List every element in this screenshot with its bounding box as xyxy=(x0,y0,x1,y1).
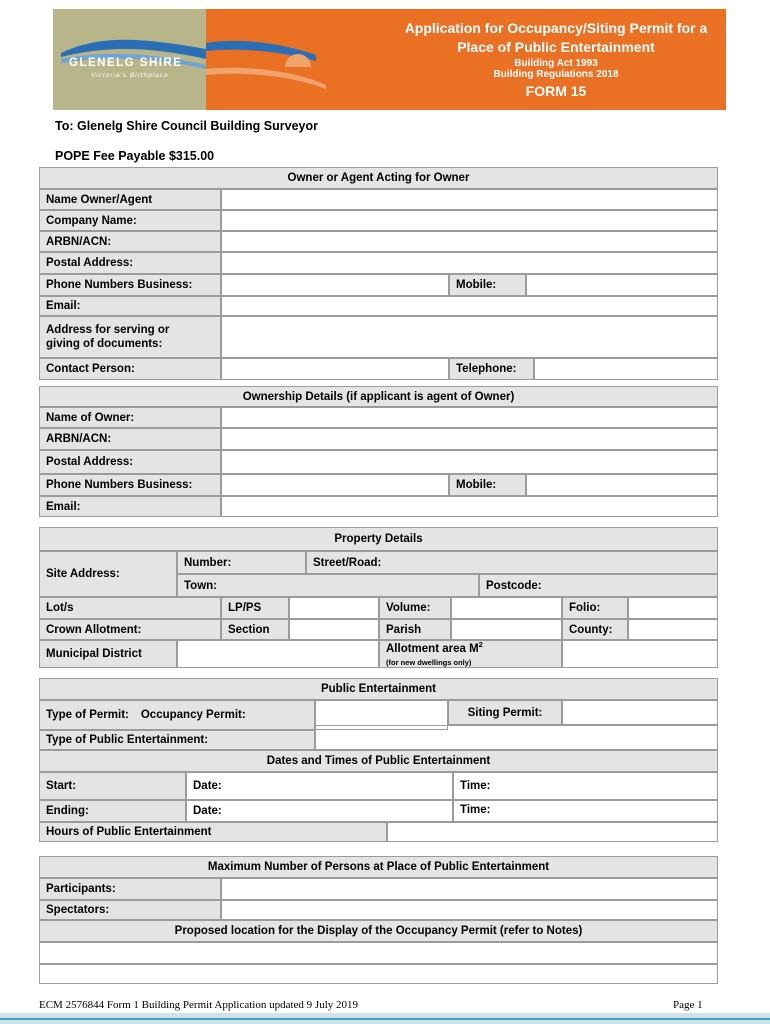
start-time-label: Time: xyxy=(460,780,491,792)
start-date-field[interactable] xyxy=(186,772,453,800)
street-number-field[interactable] xyxy=(177,551,306,574)
lot-label: Lot/s xyxy=(39,597,221,619)
email-label: Email: xyxy=(39,296,221,316)
logo-name: GLENELG SHIRE xyxy=(69,57,183,69)
owner-email-field[interactable] xyxy=(221,496,718,517)
arbn-acn-label: ARBN/ACN: xyxy=(39,231,221,252)
section-field[interactable] xyxy=(289,619,379,640)
folio-field[interactable] xyxy=(628,597,718,619)
display-location-field-2[interactable] xyxy=(39,964,718,984)
hours-field[interactable] xyxy=(387,822,718,842)
owner-agent-name-field[interactable] xyxy=(221,189,718,210)
logo-tagline: Victoria's Birthplace xyxy=(91,72,169,79)
entertainment-section-title: Public Entertainment xyxy=(39,678,718,700)
owner-name-field[interactable] xyxy=(221,407,718,428)
owner-mobile-label: Mobile: xyxy=(449,474,526,496)
ending-time-label: Time: xyxy=(460,804,491,816)
fee-payable: POPE Fee Payable $315.00 xyxy=(55,149,215,163)
telephone-label: Telephone: xyxy=(449,358,534,380)
permit-type-row xyxy=(39,700,315,730)
street-number-label: Number: xyxy=(184,556,232,569)
footer-page-number: Page 1 xyxy=(673,999,703,1011)
postcode-field[interactable] xyxy=(479,574,718,597)
header-banner xyxy=(53,9,726,110)
max-persons-title: Maximum Number of Persons at Place of Public Entertainment xyxy=(39,856,718,878)
start-date-label: Date: xyxy=(193,780,222,792)
street-road-label: Street/Road: xyxy=(313,556,382,569)
council-logo xyxy=(53,9,206,110)
owner-phone-label: Phone Numbers Business: xyxy=(39,474,221,496)
owner-name-label: Name of Owner: xyxy=(39,407,221,428)
ending-date-field[interactable] xyxy=(186,800,453,822)
allotment-area-label xyxy=(379,640,562,668)
display-location-field-1[interactable] xyxy=(39,942,718,964)
postcode-label: Postcode: xyxy=(486,579,542,592)
phone-business-field[interactable] xyxy=(221,274,449,296)
volume-label: Volume: xyxy=(379,597,451,619)
owner-phone-field[interactable] xyxy=(221,474,449,496)
mobile-field[interactable] xyxy=(526,274,718,296)
building-regulations: Building Regulations 2018 xyxy=(493,69,619,80)
start-label: Start: xyxy=(39,772,186,800)
start-time-field[interactable] xyxy=(453,772,718,800)
allotment-area-text xyxy=(386,640,483,656)
lpps-label: LP/PS xyxy=(221,597,289,619)
owner-email-label: Email: xyxy=(39,496,221,517)
allotment-area-note: (for new dwellings only) xyxy=(386,657,472,667)
participants-field[interactable] xyxy=(221,878,718,900)
spectators-field[interactable] xyxy=(221,900,718,920)
parish-label: Parish xyxy=(379,619,451,640)
siting-permit-field[interactable] xyxy=(562,700,718,725)
volume-field[interactable] xyxy=(451,597,562,619)
entertainment-type-label: Type of Public Entertainment: xyxy=(39,730,315,750)
owner-postal-label: Postal Address: xyxy=(39,450,221,474)
spectators-label: Spectators: xyxy=(39,900,221,920)
dates-times-title: Dates and Times of Public Entertainment xyxy=(39,750,718,772)
crown-allotment-label: Crown Allotment: xyxy=(39,619,221,640)
owner-arbn-label: ARBN/ACN: xyxy=(39,428,221,450)
contact-person-label: Contact Person: xyxy=(39,358,221,380)
municipal-district-label: Municipal District xyxy=(39,640,177,668)
telephone-field[interactable] xyxy=(534,358,718,380)
contact-person-field[interactable] xyxy=(221,358,449,380)
owner-arbn-field[interactable] xyxy=(221,428,718,450)
town-label: Town: xyxy=(184,579,217,592)
service-address-label-line1: Address for serving or xyxy=(46,324,170,336)
allotment-area-main: Allotment area M xyxy=(386,642,479,655)
postal-address-label: Postal Address: xyxy=(39,252,221,274)
service-address-field[interactable] xyxy=(221,316,718,358)
addressee: To: Glenelg Shire Council Building Surveyor xyxy=(55,119,318,133)
service-address-label xyxy=(39,316,221,358)
property-section-title: Property Details xyxy=(39,527,718,551)
form-title-line1: Application for Occupancy/Siting Permit for a xyxy=(404,20,708,36)
company-name-label: Company Name: xyxy=(39,210,221,231)
allotment-area-superscript: 2 xyxy=(478,640,483,650)
permit-type-label: Type of Permit: xyxy=(46,709,129,721)
section-label: Section xyxy=(221,619,289,640)
owner-mobile-field[interactable] xyxy=(526,474,718,496)
form-title-line2: Place of Public Entertainment xyxy=(457,39,655,55)
ending-label: Ending: xyxy=(39,800,186,822)
form-number: FORM 15 xyxy=(525,83,587,99)
mobile-label: Mobile: xyxy=(449,274,526,296)
footer-document-reference: ECM 2576844 Form 1 Building Permit Application updated 9 July 2019 xyxy=(39,999,358,1011)
owner-agent-name-label: Name Owner/Agent xyxy=(39,189,221,210)
entertainment-type-field[interactable] xyxy=(315,725,718,750)
municipal-district-field[interactable] xyxy=(177,640,379,668)
siting-permit-label: Siting Permit: xyxy=(448,700,562,725)
occupancy-permit-label: Occupancy Permit: xyxy=(140,709,246,721)
participants-label: Participants: xyxy=(39,878,221,900)
owner-postal-field[interactable] xyxy=(221,450,718,474)
footer-line xyxy=(0,1018,770,1020)
site-address-label: Site Address: xyxy=(39,551,177,597)
ending-date-label: Date: xyxy=(193,805,222,817)
hours-label: Hours of Public Entertainment xyxy=(39,822,387,842)
arbn-acn-field[interactable] xyxy=(221,231,718,252)
title-panel xyxy=(206,9,726,110)
display-location-title: Proposed location for the Display of the Occupancy Permit (refer to Notes) xyxy=(39,920,718,942)
ending-time-field[interactable] xyxy=(453,800,718,822)
county-label: County: xyxy=(562,619,628,640)
postal-address-field[interactable] xyxy=(221,252,718,274)
company-name-field[interactable] xyxy=(221,210,718,231)
county-field[interactable] xyxy=(628,619,718,640)
building-act: Building Act 1993 xyxy=(514,58,598,69)
parish-field[interactable] xyxy=(451,619,562,640)
town-field[interactable] xyxy=(177,574,479,597)
lpps-field[interactable] xyxy=(289,597,379,619)
street-road-field[interactable] xyxy=(306,551,718,574)
service-address-label-line2: giving of documents: xyxy=(46,338,163,350)
ownership-section-title: Ownership Details (if applicant is agent of Owner) xyxy=(39,386,718,407)
email-field[interactable] xyxy=(221,296,718,316)
phone-business-label: Phone Numbers Business: xyxy=(39,274,221,296)
owner-agent-section-title: Owner or Agent Acting for Owner xyxy=(39,167,718,189)
folio-label: Folio: xyxy=(562,597,628,619)
allotment-area-field[interactable] xyxy=(562,640,718,668)
